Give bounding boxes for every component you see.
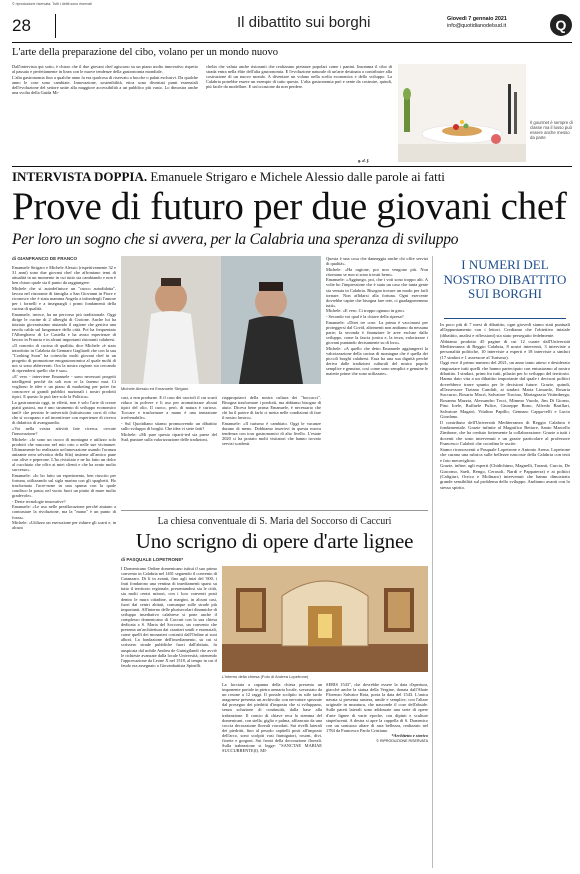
kicker-bold: INTERVISTA DOPPIA. xyxy=(12,169,148,184)
paragraph: Emanuele: «Il turismo è cambiato. Oggi le vacanze durano di meno. Dobbiamo inserirvi in questa nuova tendenza con tour gastronomici di alto livello. L'estate 2020 ci ha portato molti visitatori che hanno trovato servizi scadenti. xyxy=(222,420,321,447)
paragraph: riappropriarci della nostra cultura dei "boccacci". Bisogna trasformare i prodotti, ma abbiamo bisogno di aiuto. Diceva bene prima Emanuele, è necessario che chi ha il potere di farlo ci metta nelle condizioni di fare il nostro lavoro». xyxy=(222,395,321,421)
paragraph: «Voi nella vostra attività fate ricerca, cercate l'innovazione? xyxy=(12,425,116,436)
chefs-photo-caption: Michele Alessio ed Emanuele Strigaro xyxy=(121,386,189,391)
gourmet-photo xyxy=(398,64,526,162)
main-col1 xyxy=(12,265,116,531)
paragraph: La gastronomia oggi, in effetti, non è solo l'arte di creare piatti gustosi, ma è uno strumento di sviluppo economico tant'è che persino le università (istituiscono corsi di cibo che si occupano e ad incentivare con esperienze di ricerca di didattica di avanguardia. xyxy=(12,399,116,426)
paragraph: Siamo riconoscenti a Pasquale Lopetrone e Antonio Arena. Lopetrone che curano una rubrica sulle bellezze nascoste della Calabria con testi e foto meravigliosi. xyxy=(440,446,570,463)
top-article-headline: L'arte della preparazione del cibo, volano per un mondo nuovo xyxy=(12,47,279,58)
church-photo xyxy=(222,566,428,672)
paragraph: Dall'intervista qui sotto, è chiaro che il due giovani chef agiscono su un piano molto innovativo rispetto al passato e perfettamente in linea con le nuove tendenze della gastronomia mondiale. xyxy=(12,64,198,75)
paragraph: Emanuele: «Aggiungo, poi, che i voti sono troppo alti. A volte ho l'impressione che è stato un caso che tanta gente sia venuta in Calabria. Bisogna trovare un modo per farli tornare. Non affidarsi alla fortuna. Ogni esercente dovrebbe capire che bisogna fare rete, ci guadagneremmo tutti». xyxy=(326,277,428,308)
paragraph: Michele: «Io sono un cuoco di montagna e utilizzo solo prodotti che nascono nel mio orto o nelle sue vicinanze. Ultimamente ho realizzato un'innovazione usando l'acanzu anizante nera selvatica della Sila) insieme all'antico pane con olive e peperone. L'ho rivisitato e ne ho fatto un dolce al cucchiaio che offro ai miei clienti e che ha avuto molto successo». xyxy=(12,436,116,473)
second-col3 xyxy=(326,682,428,745)
paragraph: «Il concetto di cucina di qualità» dice Michele «è stato introdotto in Calabria da Gennaro Gagliardi che con la sua "Cooking Soon" ha coinvolto molti giovani chef in un progetto di promozione enogastronomica al quale molti di noi si sono abbeverati. Ora la nostra regione sta cercando di riprendersi quello che è suo». xyxy=(12,342,116,374)
top-article-col2 xyxy=(206,64,392,90)
main-headline: Prove di futuro per due giovani chef xyxy=(12,185,567,228)
rights-note: © RIPRODUZIONE RISERVATA xyxy=(376,739,428,744)
second-kicker: La chiesa conventuale di S. Maria del Soccorso di Caccuri xyxy=(157,516,392,527)
page-number: 28 xyxy=(12,16,31,35)
paragraph: La facciata a capanna della chiesa presenta un imponente portale in pietra arenaria locale, sovrastato da un rosone a 12 raggi. Il portale scolpito in stile tardo aragonese presenta un archivolto con nervature spezzate dal proseguo dei piedritti d'impostu che si sviluppano, senza soluzione di continuità, dalla base alla trabeazione. Il concio di chiave reca lo stemma del domenicani, con stella, giglio e palma, affiancato da una coccia decorazione floreali corrodati. Sui rivelli laterali dei piedritti, fino al pesodo capitelli posti all'imposto dell'arco, sono scolpiti vasi fiumigatori, rosoni, divi, fiorete e gorgoni. Sui fronti della decorazione floreali. Sulla trabeazione si legge: "SANCTAE MARIAE SUCCURRENTE(I). MI- xyxy=(222,682,322,754)
paragraph: Michele: «Ha ragione, poi non vengono più. Non ritornano se non si sono trovati bene». xyxy=(326,266,428,277)
paragraph: «E' vero - interviene Emanuele - sono necessari progetti intelligenti perché da soli non ce la faremo mai. Ci vogliono le idee e un piano di marketing per poter far conoscere ai grandi pubblici nazionali i nostri prodotti tipici. E questo lo può fare solo la Politica». xyxy=(12,373,116,400)
second-col1 xyxy=(121,566,217,668)
paragraph: Michele che si autodefinisce un "cuoco autodidatta", lavora nel ristorante di famiglia a San Giovanni in Fiore e riconosce che è stata mamma Angela a infondergli l'amore per i fornelli e a insegnargli i primi fondamenti della cucina di qualità. xyxy=(12,285,116,312)
paragraph: Michele: «A quello che detto Emanuele aggiungerei la valorizzazione della cucina di montagna che è quella dei piccoli borghi calabresi. Essa ha una sua dignità perché deriva dalle tradizioni culturali del nostro popolo semplice e genuino, così come sono semplici e genuine le materie prime che sono utilizzate». xyxy=(326,345,428,377)
paragraph: - Sul Quotidiano stiamo promuovendo un dibattito sullo sviluppo di borghi. Che idea vi siete fatti? xyxy=(121,420,217,432)
church-photo-caption: L'interno della chiesa (Foto di Andrea Lopetrone) xyxy=(222,674,309,679)
paragraph: Michele: «Mi pare questo riparti-ted sia paese del Sud, puntare sulla valorizzazione delle tradizioni, xyxy=(121,431,217,442)
sidebar-title-rule xyxy=(444,318,566,319)
second-headline: Uno scrigno di opere d'arte lignee xyxy=(135,529,414,553)
paragraph: Michele: «Utilizzo un esecuzione per ridurre gli scarti e, in alcuni xyxy=(12,520,116,531)
paragraph: I Domenicano Ordine domenicano istituì il suo primo convento in Calabria nel 1401 seguendo il convento di Catanzaro. Di lì in avanti, fino agli inizi del '600, i frati fondarono una ventina di insediamenti sparsi su tutto il territorio regionale, presentandosi sia le città, sia molti centri minori, con i loro conventi posti dentro le mura cittadine, ai margini, in alcuni casi, fuori dai centri abitati, comunque sulle strade più importanti. All'interno delle plurisecolari dinamiche di sviluppo insediativo calabrese si pone anche il complesso domenicano di Caccuri con la sua chiesa dedicata a S. Maria del Soccorso, un convento che presenta un'architettura dai caratteri umili e essenziali, come quelli dei monasteri costruiti dall'Ordine ai suoi albori. La fondazione dell'insediamento, su cui si scrissero strade pubbliche fuori dall'abitato, fu auspicata dal nobile Andrea de Guinigilandi che avviò le richieste avanzate dalla locale Università, ottenendo l'approvazione da Leone X nel 1518, al tempo in cui il feudo era assegnato a Giovanbattista Spinelli. xyxy=(121,566,217,668)
paragraph: L'alta gastronomia fino a qualche anno fa era qualcosa di riservato a bocche o palati esclusivi. Da qualche anno le cose sono cambiate. Innovazione, sostenibilità, etica sono diventati punti essenziali dell'evoluzione del settore unite alla maggiore accessibilità a un pubblico più vasto. Lo dimostra anche una svolta della Guida Mi- xyxy=(12,74,198,95)
paragraph: Grazie, infine, agli esperti (Chidichimo, Magnelli, Taranti, Curcio, De Giacomo, Saeli, Rengo, Cerasoli, Nardi e Pappaterra) e ai politici (Caligiuri, Orrico e Molinaro) intervenuti che hanno dimostrato grande sensibilità sul problema dello sviluppo. Andiamo avanti con lo stesso spirito. xyxy=(440,463,570,490)
paragraph: Michele: «E vero. Ci troppo ognuno in giro» xyxy=(326,308,405,314)
church-illustration xyxy=(222,566,428,672)
chefs-photo xyxy=(121,256,321,384)
sidebar-title: I NUMERI DEL NOSTRO DIBATTITO SUI BORGHI xyxy=(443,257,567,301)
top-article-signature: g. d. f. xyxy=(358,158,370,163)
second-article-rule xyxy=(121,510,428,511)
paragraph: Emanuele: «Le uso nelle preallocazione perché aiutano a contrastare la rivoluzione, ma la "mano" è un punto di forza». xyxy=(12,504,116,520)
main-col4 xyxy=(326,256,428,377)
paragraph: Emanuele, invece, ha un percorso più tradizionale. Oggi dirige le cucine di 2 alberghi di Crotone. Anche lui ha iniziato giovanissimo aiutando il ragione che gestiva una tavola calda sul lungomare della città. Poi ha frequentato l'Alberghiero di Le Castella e ha avuto esperienze di lavoro in Francia e in alcuni importanti ristoranti calabresi. xyxy=(12,311,116,343)
kicker-rest: Emanuele Strigaro e Michele Alessio dalle parole ai fatti xyxy=(150,169,445,184)
sidebar-body xyxy=(440,322,570,491)
paragraph: chelin che valuta anche ristoranti che realizzano pietanze popolari come i panini. Insomma il cibo di strada entra nella élite dell'alta gastronomia. E l'evoluzione naturale di un'arte destinata a contribuire alla costruzione di un nuovo mondo. A diventare un volano nella scelta economica e dello sviluppo. La Calabria potrebbe essere un esempio di tutto questo. L'alta gastronomia può e sente da costruire, quindi, più facile da modellare. E un'occasione da non perdere. xyxy=(206,64,392,90)
second-signature: *Architetto e storico xyxy=(391,733,428,739)
issue-date: Giovedì 7 gennaio 2021 xyxy=(447,16,507,22)
copyright-note: © riproduzione riservata. Tutti i diritti sono riservati xyxy=(12,2,92,6)
masthead-divider xyxy=(55,14,56,38)
paragraph: Oggi esce il primo numero del 2021, un anno tanto atteso e desiderato ringraziare tutti quelli che hanno partecipato con entusiasmo al nostro dibattito. I sindaci, primi fra tutti, pilastri per lo sviluppo del territorio. Hanno dato vita a un dibattito importante dal quale i decisori politici dovrebbero trarre spunto per le decisioni future. Grazie, quindi, all'assessore Tiziano Candidi, ai sindaci Maria Limardo, Rosaria Succurro, Rosario Macrì, Salvatore Trocino, Mariagrazia Vittimberga, Rosanna Mazzia, Alessandro Tocci, Mimmo Vuodo, Jim Di Giorno, Pino Ioele, Raffaele Pulice, Giuseppe Bono, Alfredo Barillari, Salvatore Magarò, Vitalino Papillo, Gennaro Cappa-relli e Lucio Giordano. xyxy=(440,360,570,419)
paragraph: Emanuele: «Io ho fatto un esperimento, ben riuscito per fortuna, utilizzando sul sigla marina con gli spaghetti. Ho trasformato l'acre-none in una spuma con la quale condisco la pasta; nel vuoto fuori un piatto di mare molto gradevole». xyxy=(12,472,116,499)
main-subheadline: Per loro un sogno che si avvera, per la Calabria una speranza di sviluppo xyxy=(12,231,459,248)
newspaper-logo: Q xyxy=(550,14,572,36)
main-kicker xyxy=(12,169,572,185)
paragraph: - Secondo voi qual è la chiave della ripresa? xyxy=(326,314,404,320)
gourmet-illustration xyxy=(398,64,526,162)
paragraph: - Deste tecnologie innovative? xyxy=(12,498,66,504)
sidebar-divider xyxy=(432,256,433,868)
paragraph: Emanuele: «Direi tre cose. La prima è vaccinarsi per proteggersi dal Covid, altrimenti non andiamo da nessuna parte; la seconda è finanziare le aree escluse dallo sviluppo, come la fascia jonica e, la terza, valorizzare i giovani puntando decisamente su di loro». xyxy=(326,319,428,345)
paragraph: casi, a non produrne. E il caso dei carciofi il cui scarti riduco in polvere e li uso per aromatizzare alcuni tipici del olio. Il cuoco, però, di natura è curioso. Toccare e trasformare a mano è una tentazione irrefrenabile». xyxy=(121,395,217,421)
second-byline: di PASQUALE LOPETRONE* xyxy=(121,557,184,562)
masthead-rule xyxy=(12,42,572,43)
top-article-col1 xyxy=(12,64,198,96)
main-col2 xyxy=(121,395,217,442)
paragraph: Abbiamo prodotto 45 pagine di cui 12 curate dall'Università Mediterranea di Reggio Calabria, 8 nostri interventi, 3 interviste a personalità politiche, 10 interviste a esperti e 18 interviste a sindaci (17 sindaci e 1 assessore al Turismo). xyxy=(440,338,570,360)
paragraph: Il contributo dell'Università Mediterranea di Reggio Calabria è fondamentale. Grazie infinite al Magnifico Rettore, Santo Marcello Zimbone, che ha creduto fortemente la collaborazione. Grazie a tutti i docenti che sono intervenuti e un grazie particolare al professore Francesco Calabrò che coordina le uscite. xyxy=(440,419,570,447)
paragraph: Emanuele Strigaro e Michele Alessio (rispettivamente 32 e 31 anni) sono due giovani chef che affrontano temi di attualità in un momento in cui tutto sta cambiando e non è ben chiaro quale sia il punto da raggiungere. xyxy=(12,265,116,286)
gourmet-photo-caption: Il gourmet è sempre di classe ma il lusso può essere anche messo da parte xyxy=(530,120,573,140)
main-byline: di GIANFRANCO DE FRANCO xyxy=(12,256,78,261)
paragraph: In poco più di 7 mesi di dibattito, ogni giovedì siamo stati puntuali all'appuntamento con i lettori. Crediamo che l'obiettivo iniziale (dibattito, analisi e riflessioni) sia stato perseguito fedelmente. xyxy=(440,322,570,338)
top-article-rule xyxy=(12,166,572,167)
paragraph: Questa è una cosa che danneggia anche chi offre servizi di qualità». xyxy=(326,256,428,267)
contact-email[interactable]: info@quotidianodelsud.it xyxy=(447,23,507,29)
section-title: Il dibattito sui borghi xyxy=(237,14,371,31)
second-col2 xyxy=(222,682,322,754)
chefs-illustration xyxy=(121,256,321,384)
main-col3 xyxy=(222,395,321,447)
paragraph: SERIS 1543", che dovrebbe essere la data d'apertura, giacché anche la statua della Vergine, donata dall'Abate Florenzo Salvator Rota, porta la data del 1543. L'unica navata si presenta austera, umile e semplice, con l'altare originale in muratura, che nasconde il coro dell'abside. Sulle pareti laterali sono addossate una serie di opere d'arte lignee di varie epoche, con dipinti e sculture stupefacenti. A destra si apre la cappella di S. Domenico con un sontuoso altare di rara bellezza, realizzato nel 1784 da Francesco Paolo Cristiano. xyxy=(326,682,428,733)
